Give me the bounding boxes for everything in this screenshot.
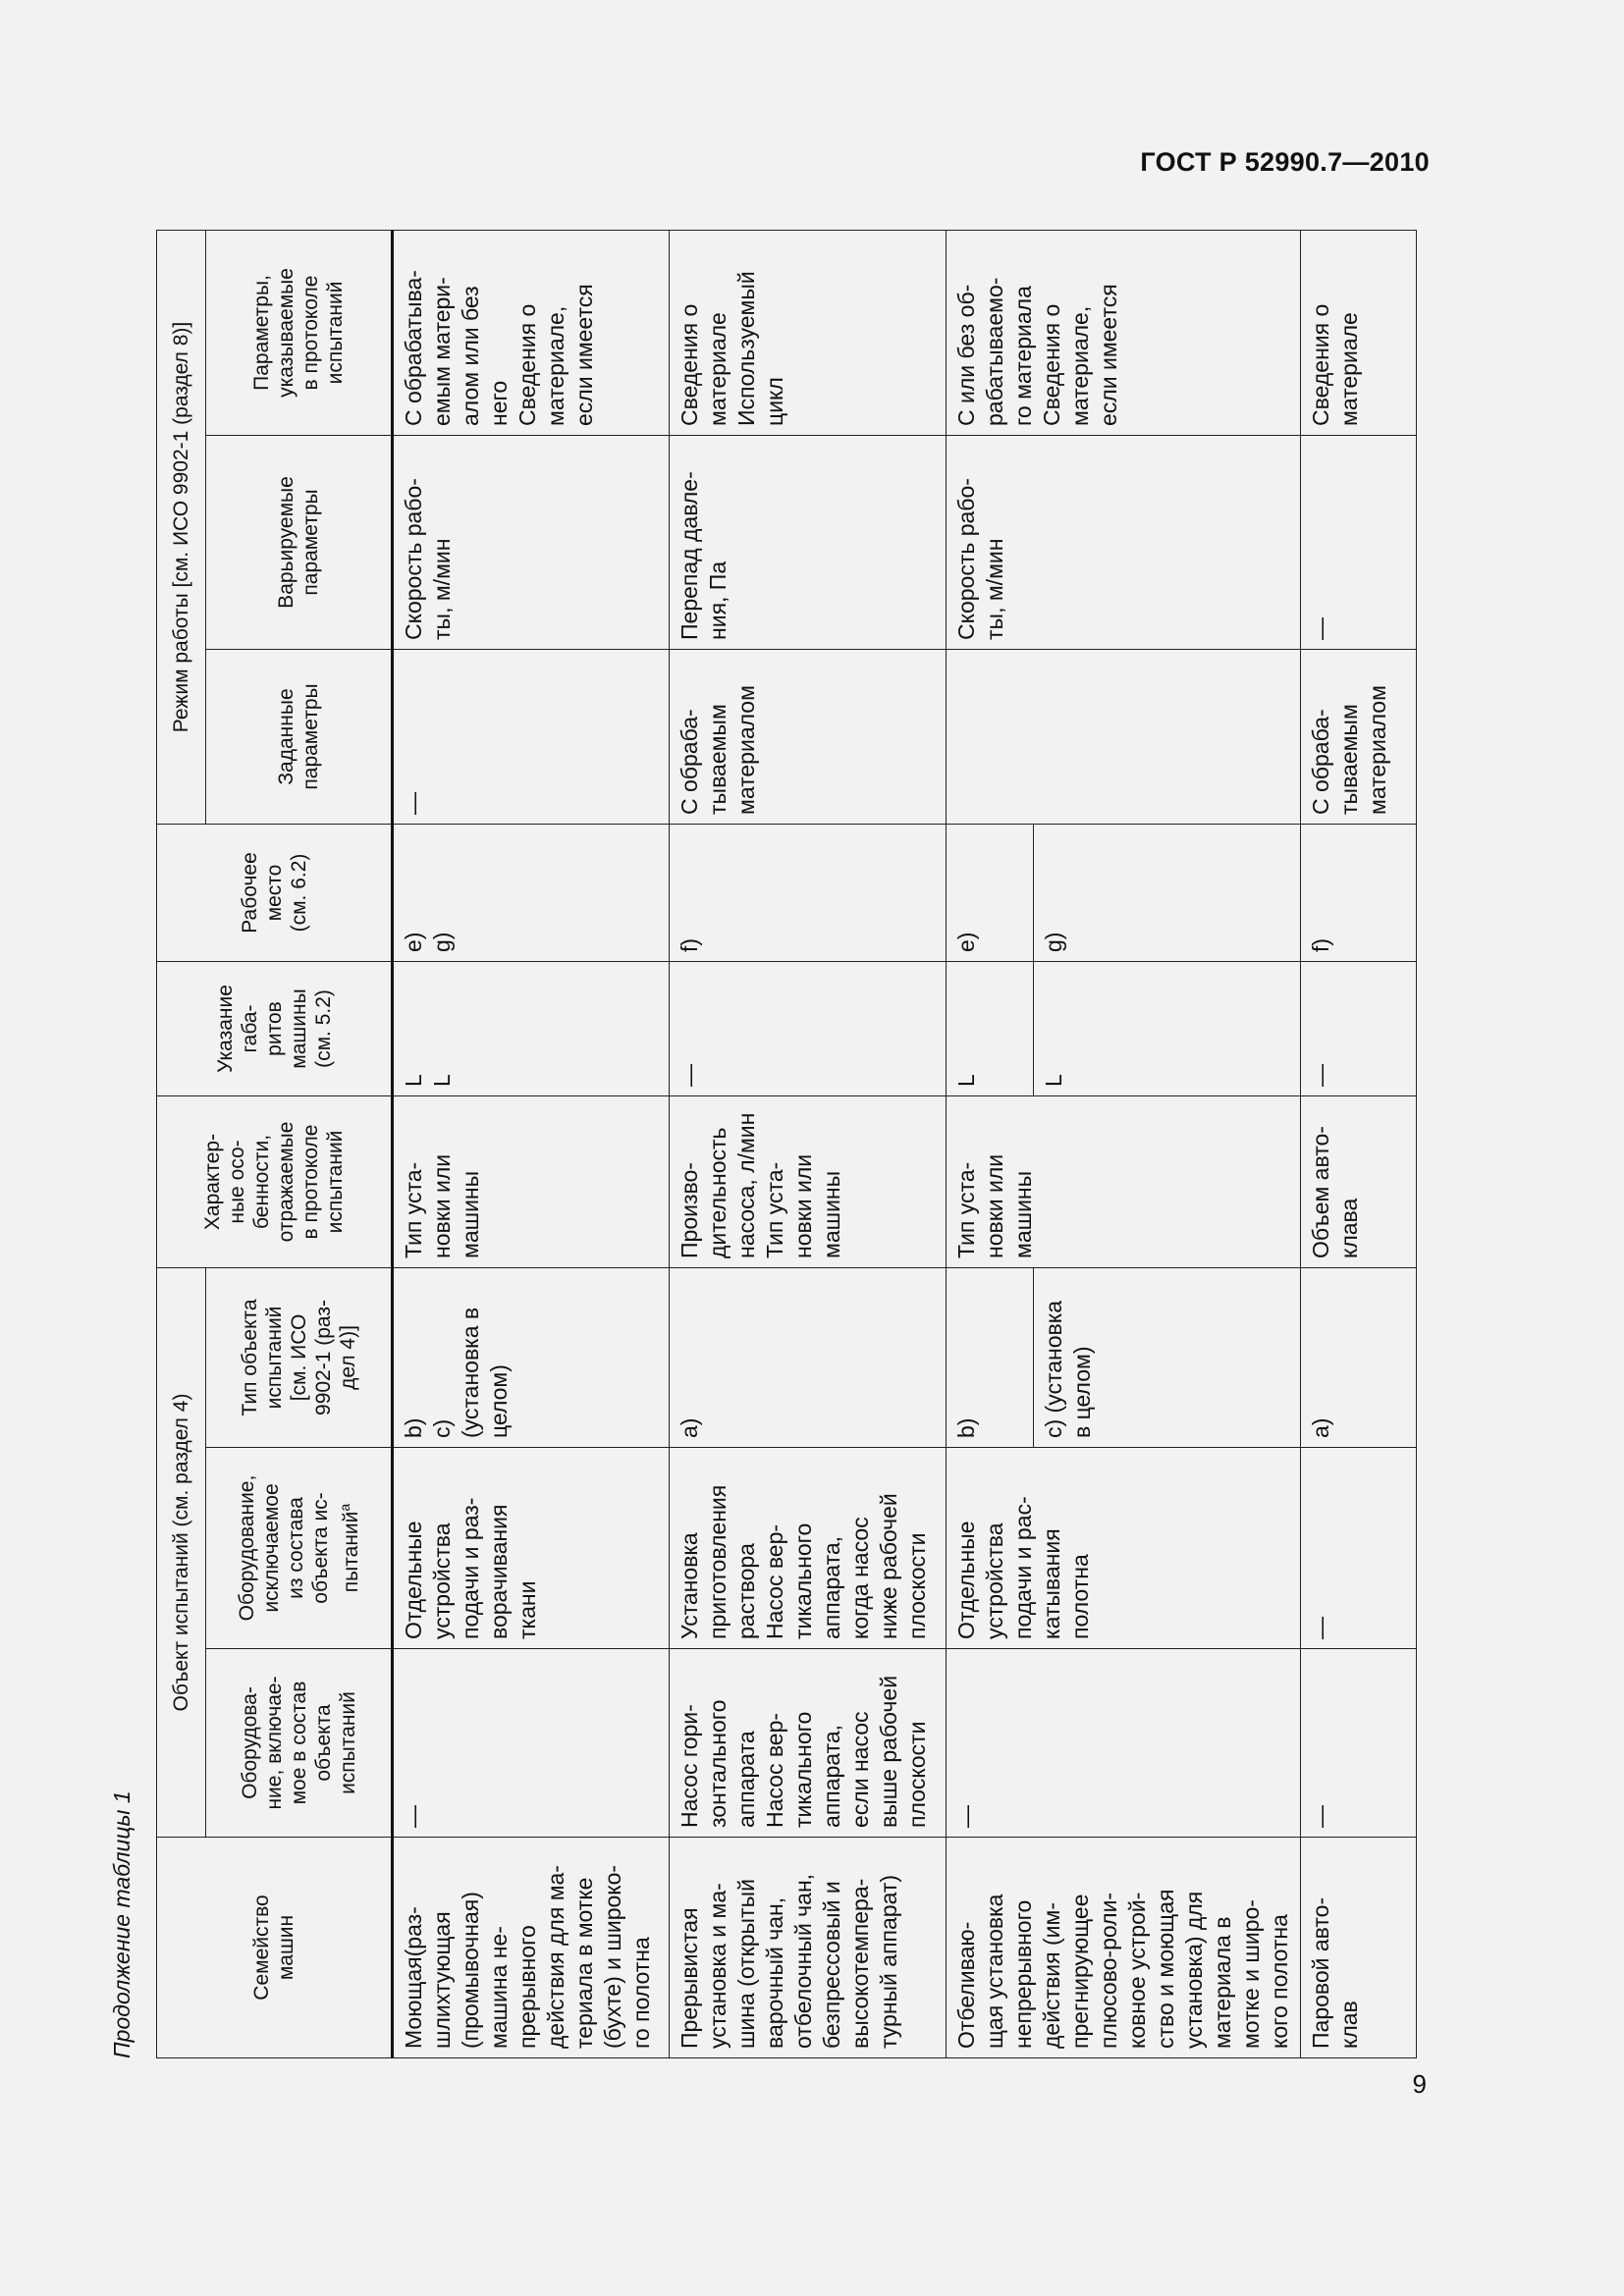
cell-set-params [1301,649,1417,824]
cell-workplace [1033,824,1300,961]
cell-text-line: (см. 6.2) [287,853,310,933]
cell-text-line: выше рабочей [876,1675,901,1828]
cell-text-line: Сведения о [1308,303,1333,426]
cell-text-line: отбелочный чан, [790,1873,816,2049]
cell-text-line: машины [819,1170,844,1258]
cell-text-line: Насос вер- [762,1712,787,1828]
cell-dims [947,961,1034,1095]
page-number: 9 [1412,2069,1427,2099]
cell-text-line: новки или [982,1153,1007,1258]
cell-text-line: материала в [1210,1916,1235,2049]
cell-text-line: Скорость рабо- [953,478,979,640]
cell-excluded [947,1448,1301,1649]
cell-text-line: Рабочее [238,852,261,934]
table-row [947,230,1034,2057]
cell-text-line: Семейство [250,1895,273,2001]
cell-text-line: объекта [311,1704,335,1782]
cell-text-line: териала в мотке [571,1877,597,2049]
cell-text-line: Отдельные [401,1521,426,1639]
header-features [157,1095,393,1267]
cell-set-params [393,649,670,824]
cell-text-line: катывания [1039,1528,1064,1639]
cell-text-line: в целом) [1068,1346,1095,1438]
cell-text-line: непрерывного [1010,1899,1036,2049]
cell-text-line: Заданные [275,688,298,785]
cell-text-line: (промывочная) [458,1892,483,2049]
cell-text-line: g) [1040,932,1066,952]
cell-report-params [393,230,670,435]
cell-text-line: ты, м/мин [429,538,455,640]
cell-text-line: (бухте) и широко- [600,1864,625,2049]
cell-text-line: Характер- [201,1133,224,1231]
cell-var-params [670,435,947,649]
cell-workplace [947,824,1034,961]
cell-text-line: Насос вер- [762,1523,787,1639]
cell-type [947,1267,1034,1447]
cell-workplace [670,824,947,961]
cell-report-params [670,230,947,435]
cell-text-line: — [953,1805,979,1828]
cell-report-params [947,230,1301,435]
cell-text-line: Параметры, [250,275,273,391]
cell-text-line: аппарата, [819,1535,844,1639]
cell-excluded [1301,1448,1417,1649]
cell-features [670,1095,947,1267]
cell-text-line: мотке и широ- [1238,1899,1264,2049]
cell-text-line: машины [1010,1170,1036,1258]
cell-text-line: испытаний [324,1130,347,1234]
cell-text-line: материале [705,312,731,426]
table-caption: Продолжение таблицы 1 [109,1790,135,2058]
cell-text-line: шлихтующая [429,1911,455,2049]
cell-text-line: [см. ИСО [287,1313,310,1402]
cell-text-line: машина не- [486,1926,512,2049]
cell-type [1033,1267,1300,1447]
header-family [157,1838,393,2058]
cell-text-line: го материала [1010,286,1036,426]
cell-text-line: испытаний [262,1306,286,1410]
cell-text-line: e) [953,932,979,952]
cell-text-line: параметры [299,683,322,790]
table-row [393,230,670,2057]
cell-features [1301,1095,1417,1267]
cell-text-line: ворачивания [486,1504,512,1639]
cell-text-line: дел 4)] [336,1325,359,1390]
cell-text-line: ство и моющая [1153,1889,1178,2049]
cell-text-line: кого полотна [1267,1914,1292,2049]
cell-text-line: высокотемпера- [847,1878,873,2049]
cell-text-line: материале, [1067,305,1093,426]
cell-text-line: С обрабатыва- [401,270,426,426]
cell-text-line: С или без об- [953,284,979,426]
cell-text-line: ткани [514,1580,540,1639]
cell-text-line: Прерывистая [677,1907,702,2049]
cell-text-line: Моющая(раз- [401,1906,426,2049]
cell-text-line: плоскости [904,1721,930,1828]
cell-text-line: го полотна [628,1937,654,2049]
header-excluded [206,1448,393,1649]
cell-text-line: действия (им- [1039,1902,1064,2049]
rotated-table-block [109,223,1415,2058]
cell-text-line: Оборудование, [235,1474,258,1622]
cell-var-params [947,435,1301,649]
cell-text-line: емым матери- [429,277,455,426]
cell-type [1301,1267,1417,1447]
cell-features [393,1095,670,1267]
cell-text-line: — [401,1805,426,1828]
cell-text-line: указываемые [275,268,298,398]
cell-text-line: ния, Па [705,561,731,640]
cell-set-params [947,649,1301,824]
cell-dims [393,961,670,1095]
cell-text-line: b) [953,1417,979,1438]
cell-text-line: плюсово-роли- [1096,1892,1121,2049]
cell-workplace [393,824,670,961]
cell-text-line: С обраба- [677,709,702,815]
cell-text-line: в протоколе [299,275,322,391]
cell-text-line: материале, [543,305,568,426]
cell-text-line: бенности, [250,1134,273,1229]
header-group-mode: Режим работы [см. ИСО 9902-1 (раздел 8)] [157,230,206,824]
cell-text-line: Отбеливаю- [953,1921,979,2049]
cell-included [670,1649,947,1838]
cell-text-line: габа- [238,1004,261,1053]
cell-type [393,1267,670,1447]
cell-text-line: него [486,380,512,426]
cell-text-line: если насос [847,1711,873,1828]
cell-text-line: алом или без [458,286,483,426]
cell-text-line: — [1308,616,1333,640]
cell-text-line: тикального [790,1522,816,1639]
cell-text-line: Паровой авто- [1308,1896,1333,2049]
cell-text-line: L [401,1074,426,1087]
cell-text-line: устройства [429,1522,455,1639]
cell-text-line: Тип объекта [238,1299,261,1416]
cell-text-line: Установка [677,1532,702,1639]
cell-text-line: параметры [299,489,322,596]
cell-workplace [1301,824,1417,961]
cell-dims [1033,961,1300,1095]
cell-family [670,1838,947,2058]
cell-text-line: Тип уста- [762,1161,787,1258]
cell-text-line: Произво- [677,1162,702,1258]
cell-text-line: насоса, л/мин [733,1112,759,1258]
cell-text-line: Отдельные [953,1521,979,1639]
cell-text-line: — [1308,1805,1333,1828]
cell-text-line: прегнирующее [1067,1894,1093,2049]
header-set-params [206,649,393,824]
cell-text-line: зонтального [705,1699,731,1828]
cell-text-line: прерывного [514,1925,540,2049]
cell-text-line: ритов [262,1001,286,1056]
cell-text-line: — [1308,1617,1333,1639]
cell-text-line: Насос гори- [677,1704,702,1828]
cell-text-line: цикл [762,377,787,426]
cell-text-line: машины [287,988,310,1069]
cell-text-line: Объем авто- [1308,1126,1333,1258]
cell-text-line: новки или [429,1153,455,1258]
table-row [1301,230,1417,2057]
header-type [206,1267,393,1447]
cell-text-line: машин [275,1914,298,1981]
cell-type [670,1267,947,1447]
cell-text-line: если имеется [1096,284,1121,426]
cell-text-line: объекта ис- [308,1492,332,1604]
cell-text-line: исключаемое [259,1483,283,1613]
cell-included [947,1649,1301,1838]
cell-text-line: когда насос [847,1517,873,1639]
cell-dims [670,961,947,1095]
cell-text-line: тываемым [1336,704,1362,815]
cell-text-line: мое в состав [287,1681,310,1805]
cell-text-line: Сведения о [1039,303,1064,426]
header-dims [157,961,393,1095]
cell-text-line: полотна [1067,1554,1093,1639]
cell-family [393,1838,670,2058]
cell-text-line: подачи и рас- [1010,1496,1036,1639]
header-group-object: Объект испытаний (см. раздел 4) [157,1267,206,1837]
cell-text-line: варочный чан, [762,1896,787,2049]
cell-text-line: аппарата, [819,1724,844,1828]
cell-text-line: e) [401,932,426,952]
cell-text-line: a) [1308,1417,1333,1438]
cell-text-line: Тип уста- [401,1161,426,1258]
cell-text-line: g) [429,932,455,952]
cell-family [947,1838,1301,2058]
header-report-params [206,230,393,435]
cell-text-line: аппарата [733,1731,759,1828]
cell-text-line: новки или [790,1153,816,1258]
cell-included [1301,1649,1417,1838]
cell-set-params [670,649,947,824]
cell-text-line: Указание [213,985,237,1073]
cell-text-line: b) [401,1417,426,1438]
cell-text-line: приготовления [705,1484,731,1639]
header-var-params [206,435,393,649]
cell-text-line: раствора [733,1543,759,1639]
cell-included [393,1649,670,1838]
cell-text-line: отражаемые [275,1121,298,1243]
cell-text-line: 9902-1 (раз- [311,1300,335,1415]
cell-text-line: в протоколе [299,1124,322,1240]
cell-excluded [670,1448,947,1649]
cell-text-line: плоскости [904,1532,930,1639]
cell-text-line: L [953,1074,979,1087]
cell-text-line: c) (установка [1040,1300,1066,1438]
cell-text-line: испытаний [336,1691,359,1794]
cell-text-line: — [677,1063,702,1087]
cell-text-line: ты, м/мин [982,538,1007,640]
cell-text-line: (установка в [458,1307,483,1438]
cell-text-line: место [262,864,286,922]
cell-excluded [393,1448,670,1649]
cell-text-line: турный аппарат) [876,1874,901,2049]
cell-text-line: f) [677,937,702,952]
cell-family [1301,1838,1417,2058]
cell-text-line: рабатываемо- [982,277,1007,426]
cell-text-line: действия для ма- [543,1865,568,2049]
cell-report-params [1301,230,1417,435]
cell-text-line: Перепад давле- [677,471,702,640]
cell-var-params [1301,435,1417,649]
cell-text-line: если имеется [571,284,597,426]
cell-text-line: щая установка [982,1894,1007,2049]
cell-text-line: f) [1308,937,1333,952]
table-header-row-1 [157,230,206,2057]
cell-text-line: испытаний [324,281,347,385]
document-code: ГОСТ Р 52990.7—2010 [1140,147,1430,177]
cell-text-line: Варьируемые [275,476,298,609]
cell-text-line: — [401,791,426,815]
cell-text-line: материалом [1365,685,1390,815]
cell-text-line: L [429,1074,455,1087]
table-row [670,230,947,2057]
cell-features [947,1095,1301,1267]
cell-text-line: материале [1336,312,1362,426]
cell-text-line: ковное устрой- [1124,1892,1150,2049]
cell-text-line: материалом [733,685,759,815]
cell-text-line: клав [1336,2001,1362,2049]
header-included [206,1649,393,1838]
cell-text-line: a) [677,1417,702,1438]
cell-text-line: Тип уста- [953,1161,979,1258]
cell-text-line: Используемый [733,271,759,426]
cell-text-line: безпрессовый и [819,1881,844,2049]
cell-text-line: ниже рабочей [876,1493,901,1639]
cell-text-line: из состава [284,1497,307,1599]
cell-text-line: ние, включае- [262,1676,286,1810]
cell-text-line: целом) [486,1364,512,1438]
cell-dims [1301,961,1417,1095]
cell-var-params [393,435,670,649]
cell-text-line: Скорость рабо- [401,478,426,640]
cell-text-line: шина (открытый [733,1879,759,2049]
cell-text-line: С обраба- [1308,709,1333,815]
cell-text-line: пытаний$^а$ [336,1503,362,1593]
cell-text-line: машины [458,1170,483,1258]
data-table [156,230,1417,2058]
cell-text-line: L [1040,1074,1066,1087]
cell-text-line: (см. 5.2) [311,989,335,1068]
cell-text-line: — [1308,1063,1333,1087]
cell-text-line: Оборудова- [238,1686,261,1799]
footnote-mark: а [336,1503,352,1512]
cell-text-line: ные осо- [226,1140,248,1224]
cell-text-line: тикального [790,1711,816,1828]
cell-text-line: c) [429,1418,455,1438]
cell-text-line: установка) для [1181,1891,1207,2049]
cell-text-line: дительность [705,1127,731,1258]
cell-text-line: устройства [982,1522,1007,1639]
cell-text-line: клава [1336,1198,1362,1258]
header-workplace [157,824,393,961]
cell-text-line: установка и ма- [705,1883,731,2049]
cell-text-line: тываемым [705,704,731,815]
cell-text-line: Сведения о [514,303,540,426]
cell-text-line: Сведения о [677,303,702,426]
cell-text-line: подачи и раз- [458,1497,483,1639]
